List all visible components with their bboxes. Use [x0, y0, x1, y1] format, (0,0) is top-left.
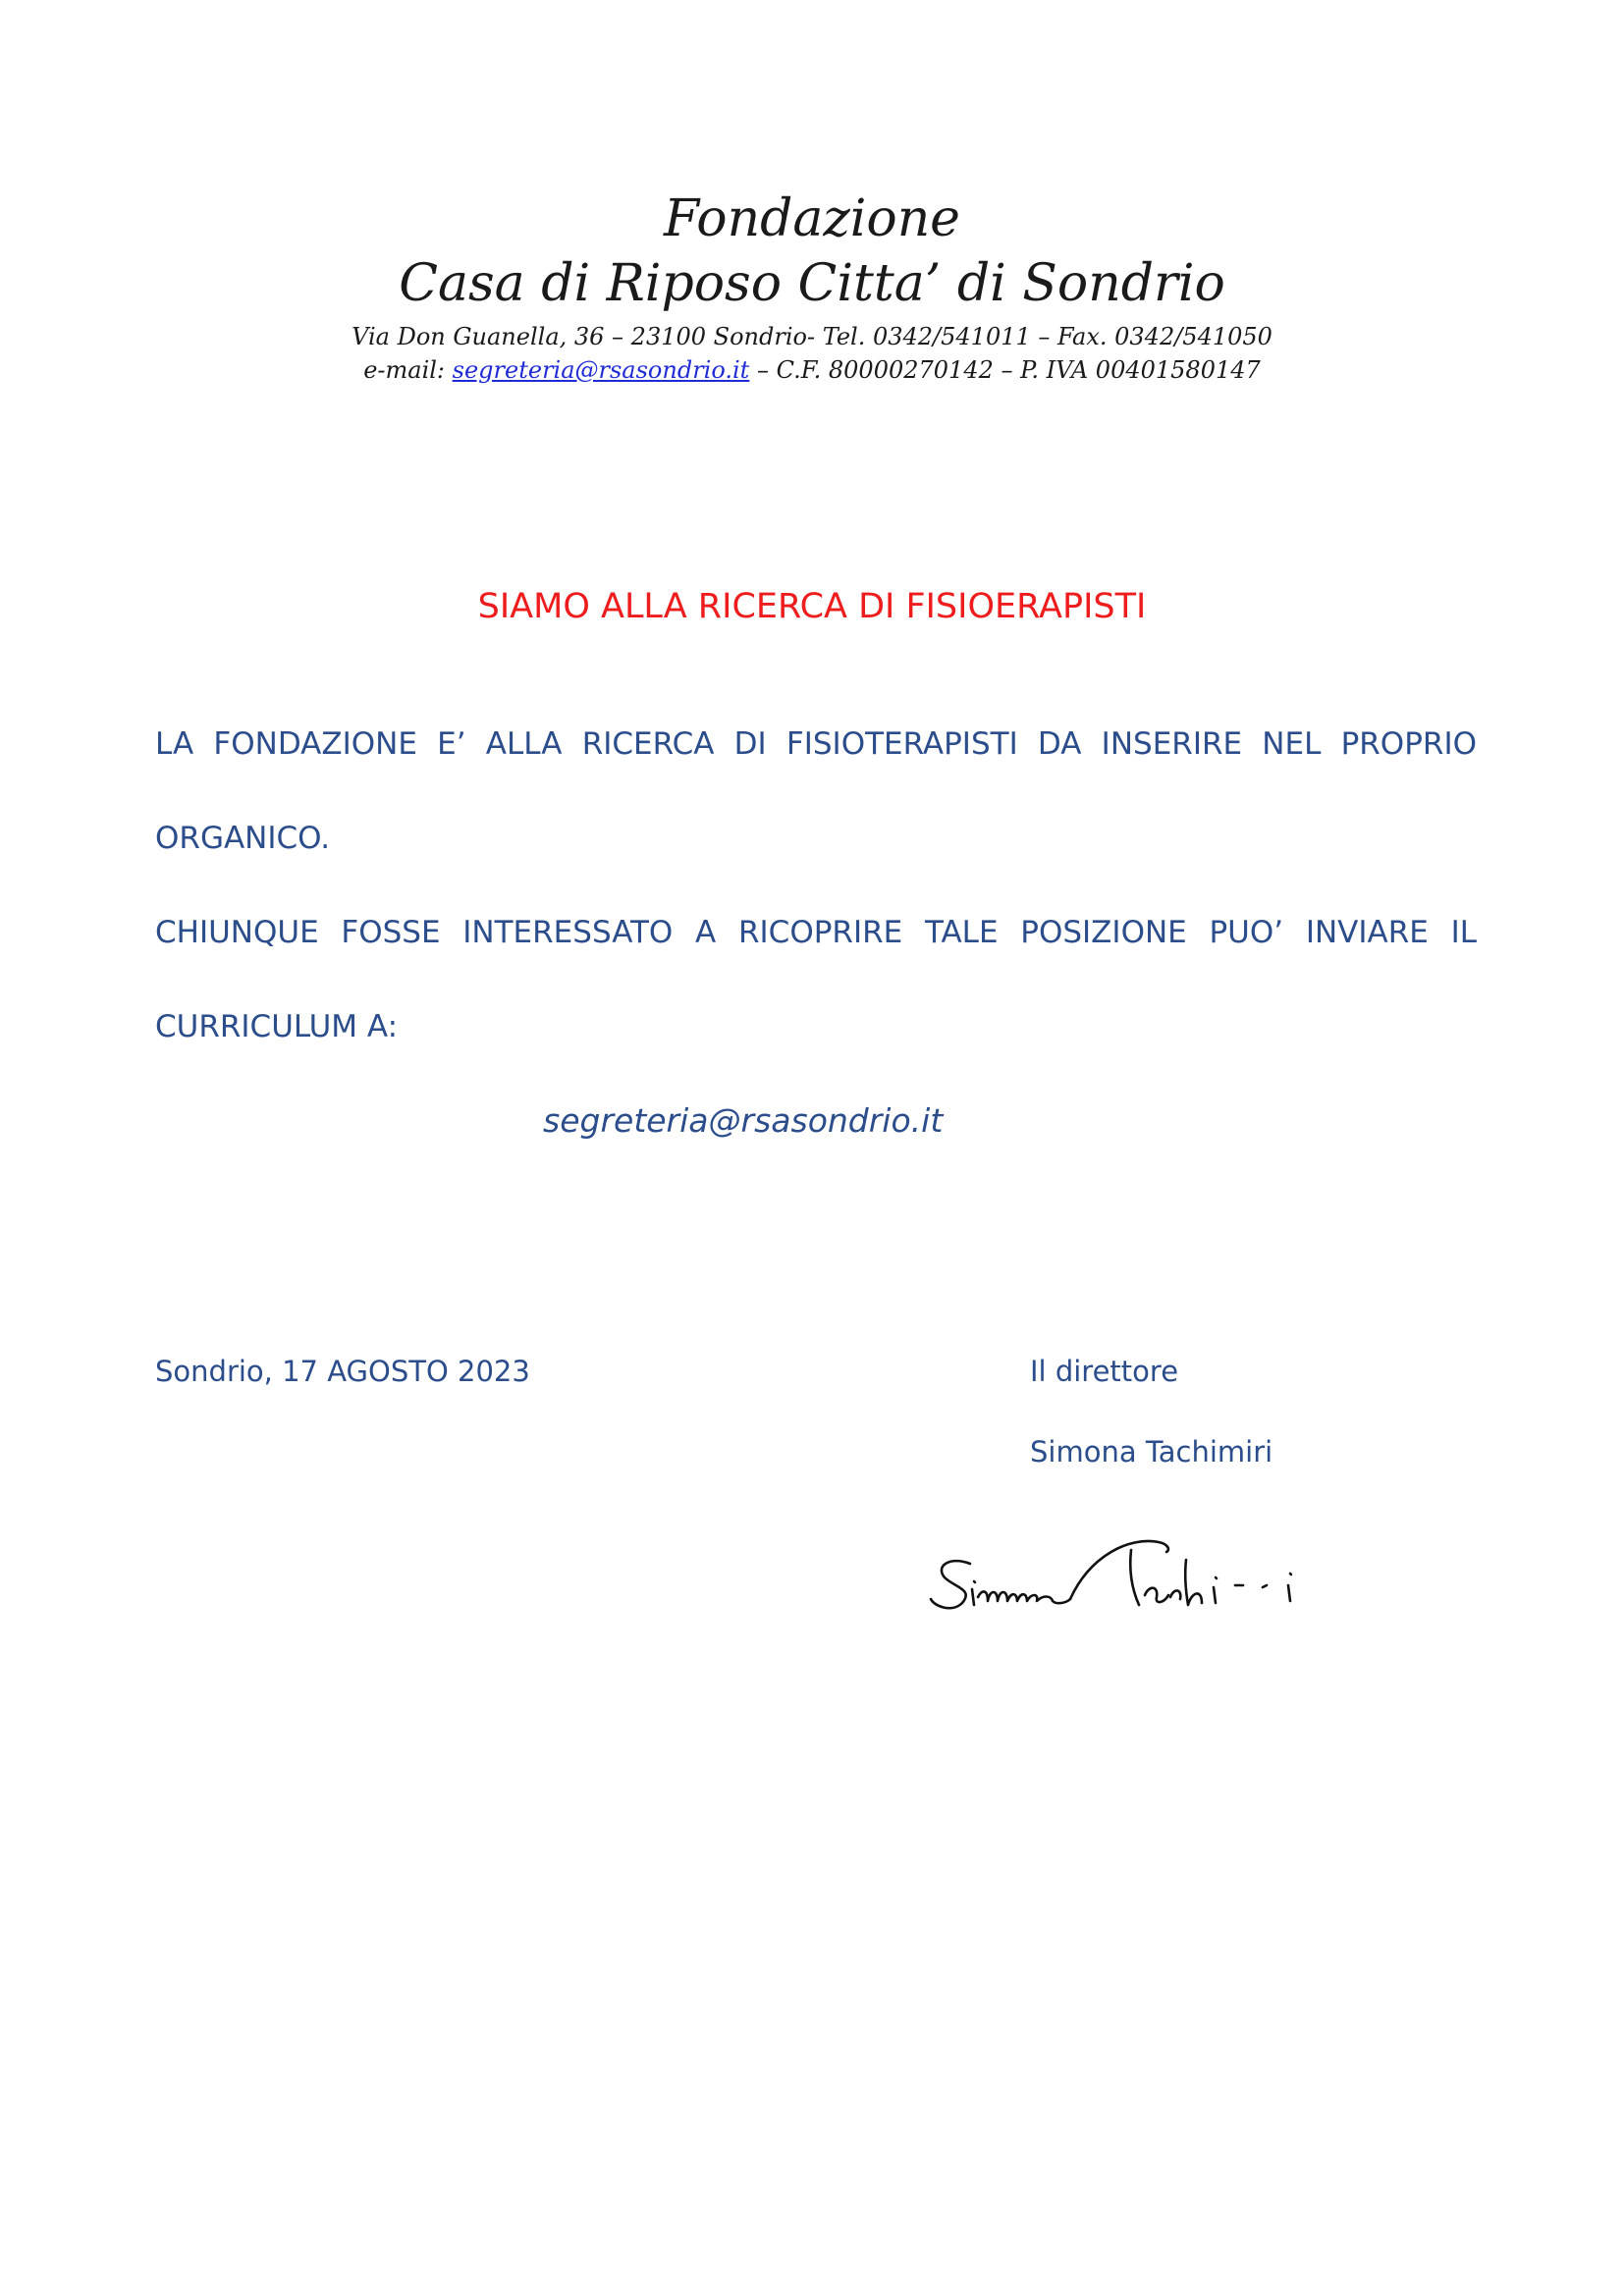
body-text-line: CURRICULUM A:	[155, 1009, 399, 1044]
letterhead	[0, 187, 1624, 387]
handwritten-signature	[923, 1517, 1335, 1625]
document-date: Sondrio, 17 AGOSTO 2023	[155, 1355, 530, 1388]
body-paragraph-1-line-2	[155, 819, 1477, 858]
body-paragraph-2-line-2	[155, 1007, 1477, 1046]
contact-email[interactable]: segreteria@rsasondrio.it	[543, 1101, 944, 1140]
body-text-line: ORGANICO.	[155, 821, 331, 856]
letterhead-fiscal-info: – C.F. 80000270142 – P. IVA 00401580147	[749, 356, 1261, 384]
body-text-line: CHIUNQUE FOSSE INTERESSATO A RICOPRIRE TALE POSIZIONE PUO’ INVIARE IL	[155, 915, 1477, 950]
letterhead-contacts	[0, 353, 1624, 387]
letterhead-address: Via Don Guanella, 36 – 23100 Sondrio- Tel. 0342/541011 – Fax. 0342/541050	[352, 323, 1272, 350]
director-name: Simona Tachimiri	[1030, 1435, 1273, 1468]
director-title: Il direttore	[1030, 1355, 1179, 1388]
letterhead-email-label: e-mail:	[363, 356, 453, 384]
letterhead-email-link[interactable]: segreteria@rsasondrio.it	[452, 356, 750, 384]
body-paragraph-1-line-1	[155, 724, 1477, 764]
body-paragraph-2-line-1	[155, 913, 1477, 952]
body-text-line: LA FONDAZIONE E’ ALLA RICERCA DI FISIOTERAPISTI DA INSERIRE NEL PROPRIO	[155, 726, 1477, 762]
headline: SIAMO ALLA RICERCA DI FISIOERAPISTI	[477, 587, 1147, 626]
letterhead-institution-name: Casa di Riposo Citta’ di Sondrio	[399, 254, 1225, 313]
letterhead-foundation: Fondazione	[664, 189, 960, 248]
